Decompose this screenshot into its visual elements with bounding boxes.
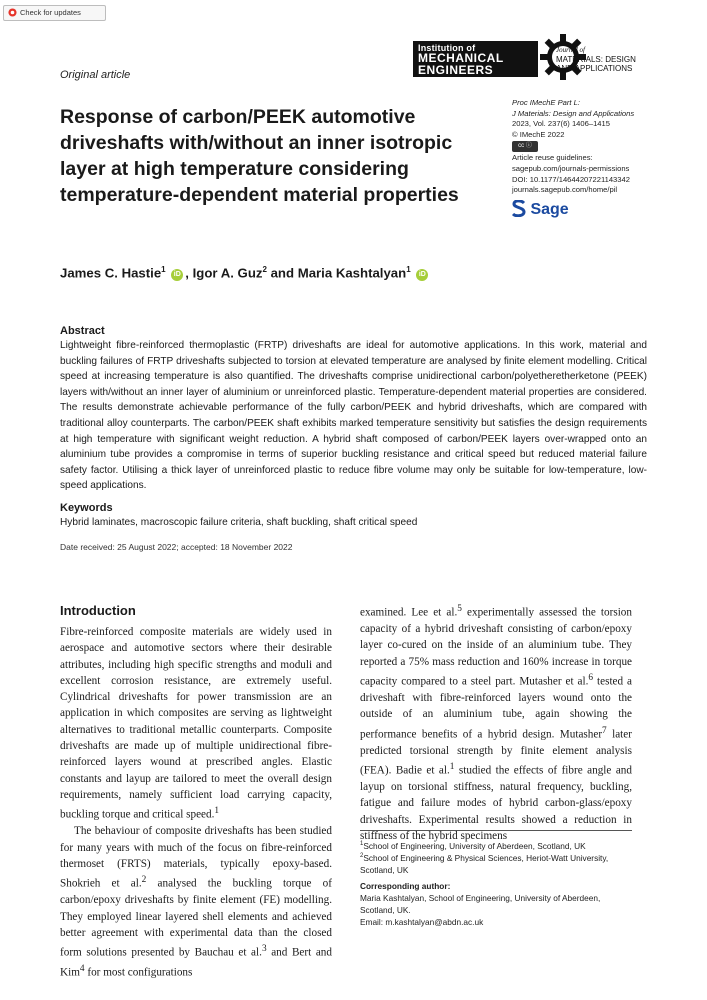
date-received: Date received: 25 August 2022; accepted: 18 November 2022 — [60, 542, 293, 552]
journal-name: Journal of MATERIALS: DESIGN AND APPLICATIONS — [556, 46, 636, 73]
corresponding-author-heading: Corresponding author: — [360, 881, 451, 891]
paragraph: The behaviour of composite driveshafts has been studied for many years with much of the focus on fibre-reinforced thermoset (FRTS) materials, typically epoxy-based. Shokrieh et al.$^2$ analysed the buckling torque of carbon/epoxy driveshafts by finite element (FE) modelling. They employed linear layered shell elements and achieved better agreement with experimental data than the closed form solutions presented by Bauchau et al.$^3$ and Bert and Kim$^4$ for most configurations — [60, 825, 333, 979]
affiliation-1: $^1$School of Engineering, University of Aberdeen, Scotland, UK — [360, 840, 586, 851]
section-heading: Introduction — [60, 603, 136, 618]
sage-logo: Sage — [512, 200, 569, 219]
orcid-icon[interactable]: iD — [416, 269, 428, 281]
article-type: Original article — [60, 69, 131, 81]
sage-s-icon — [512, 200, 526, 217]
body-column-right — [360, 601, 632, 844]
paragraph: examined. Lee et al.$^5$ experimentally assessed the torsion capacity of a hybrid driveshaft consisting of carbon/epoxy layer co-cured on the inside of an aluminium tube. They reported a 75% mass reduction and 160% increase in torque capacity compared to a steel part. Mutasher et al.$^6$ tested a driveshaft with fibre-reinforced layers wound onto the outside of an aluminium tube, again showing the performance benefits of a hybrid design. Mutasher$^7$ later predicted torsional strength by finite element analysis (FEA). Badie et al.$^1$ studied the effects of fibre angle and layup on torsional stiffness, natural frequency, buckling, fatigue and failure modes of hybrid carbon-glass/epoxy driveshafts. Experimental results showed a reduction in stiffness of the hybrid specimens — [360, 604, 633, 842]
check-for-updates-label: Check for updates — [20, 8, 81, 17]
abstract-text: Lightweight fibre-reinforced thermoplastic (FRTP) driveshafts are ideal for automotive applications. In this work, material and buckling failures of FRTP driveshafts subjected to torsion at elevated temperature are analysed by finite element modelling. Critical speed at increasing temperature is also quantified. The driveshafts comprise unidirectional carbon/polyetheretherketone (PEEK) layers with/without an inner layer of aluminium or unreinforced plastic. Temperature-dependent material properties are considered. The results demonstrate achievable performance of the fully carbon/PEEK and hybrid driveshafts, which are compared with traditional alloy counterparts. The carbon/PEEK shaft exhibits marked temperature sensitivity but satisfies the design requirements at high temperature with significant weight reduction. A hybrid shaft composed of carbon/PEEK layers over-wrapped onto an aluminium tube provides a compromise in terms of superior buckling resistance and critical speed but reduced material failure safety factor. Utilising a thick layer of unreinforced plastic to reduce fibre volume may only be suitable for low-temperature, low-speed applications. — [60, 340, 647, 492]
body-column-left — [60, 624, 332, 981]
keywords-heading: Keywords — [60, 502, 113, 514]
keywords-text: Hybrid laminates, macroscopic failure criteria, shaft buckling, shaft critical speed — [60, 517, 418, 528]
paragraph: Fibre-reinforced composite materials are widely used in aerospace and automotive sectors where their desirable attributes, including high specific strengths and moduli and excellent corrosion resistance, are extremely useful. Cylindrical driveshafts for power transmission are an application in which composites are serving as lightweight alternatives to traditional metallic counterparts. Composite driveshafts are made up of multiple unidirectional fibre-reinforced layers wound at prescribed angles. Elastic constants and layup are tailored to meet the overall design requirements, namely sufficient load carrying capacity, buckling torque and critical speed.$^1$ — [60, 626, 332, 821]
crossmark-icon — [8, 8, 17, 17]
author-name: Maria Kashtalyan — [297, 265, 407, 281]
creative-commons-icon[interactable]: cc ⓘ — [512, 141, 538, 152]
check-for-updates-button[interactable] — [3, 5, 106, 21]
doi-link[interactable]: DOI: 10.1177/14644207221143342 — [512, 174, 630, 184]
author-name: James C. Hastie — [60, 265, 162, 281]
permissions-link[interactable]: sagepub.com/journals-permissions — [512, 163, 630, 173]
abstract-heading: Abstract — [60, 325, 105, 337]
orcid-icon[interactable]: iD — [171, 269, 183, 281]
journal-home-link[interactable]: journals.sagepub.com/home/pil — [512, 185, 618, 195]
author-name: Igor A. Guz — [192, 265, 263, 281]
email-link[interactable]: Email: m.kashtalyan@abdn.ac.uk — [360, 917, 484, 927]
journal-meta: Proc IMechE Part L: J Materials: Design and Applications 2023, Vol. 237(6) 1406–1415 © IMechE 2022 cc ⓘ Article reuse guidelines: sagepub.com/journals-permissions DOI: 10.1177/14644207221143342 journals.sagepub.com/home/pil — [512, 98, 682, 196]
imeche-logo: Institution of MECHANICAL ENGINEERS — [413, 41, 538, 77]
paper-title: Response of carbon/PEEK automotive driveshafts with/without an inner isotropic layer at high temperature considering temperature-dependent material properties — [60, 106, 459, 206]
footnote-divider — [360, 830, 632, 831]
affiliation-2: $^2$School of Engineering & Physical Sciences, Heriot-Watt University, Scotland, UK — [360, 852, 609, 875]
author-list: James C. Hastie$^1$ iD , Igor A. Guz$^2$ and Maria Kashtalyan$^1$ iD — [60, 265, 430, 281]
corresponding-author: Maria Kashtalyan, School of Engineering, University of Aberdeen, Scotland, UK. — [360, 893, 601, 915]
